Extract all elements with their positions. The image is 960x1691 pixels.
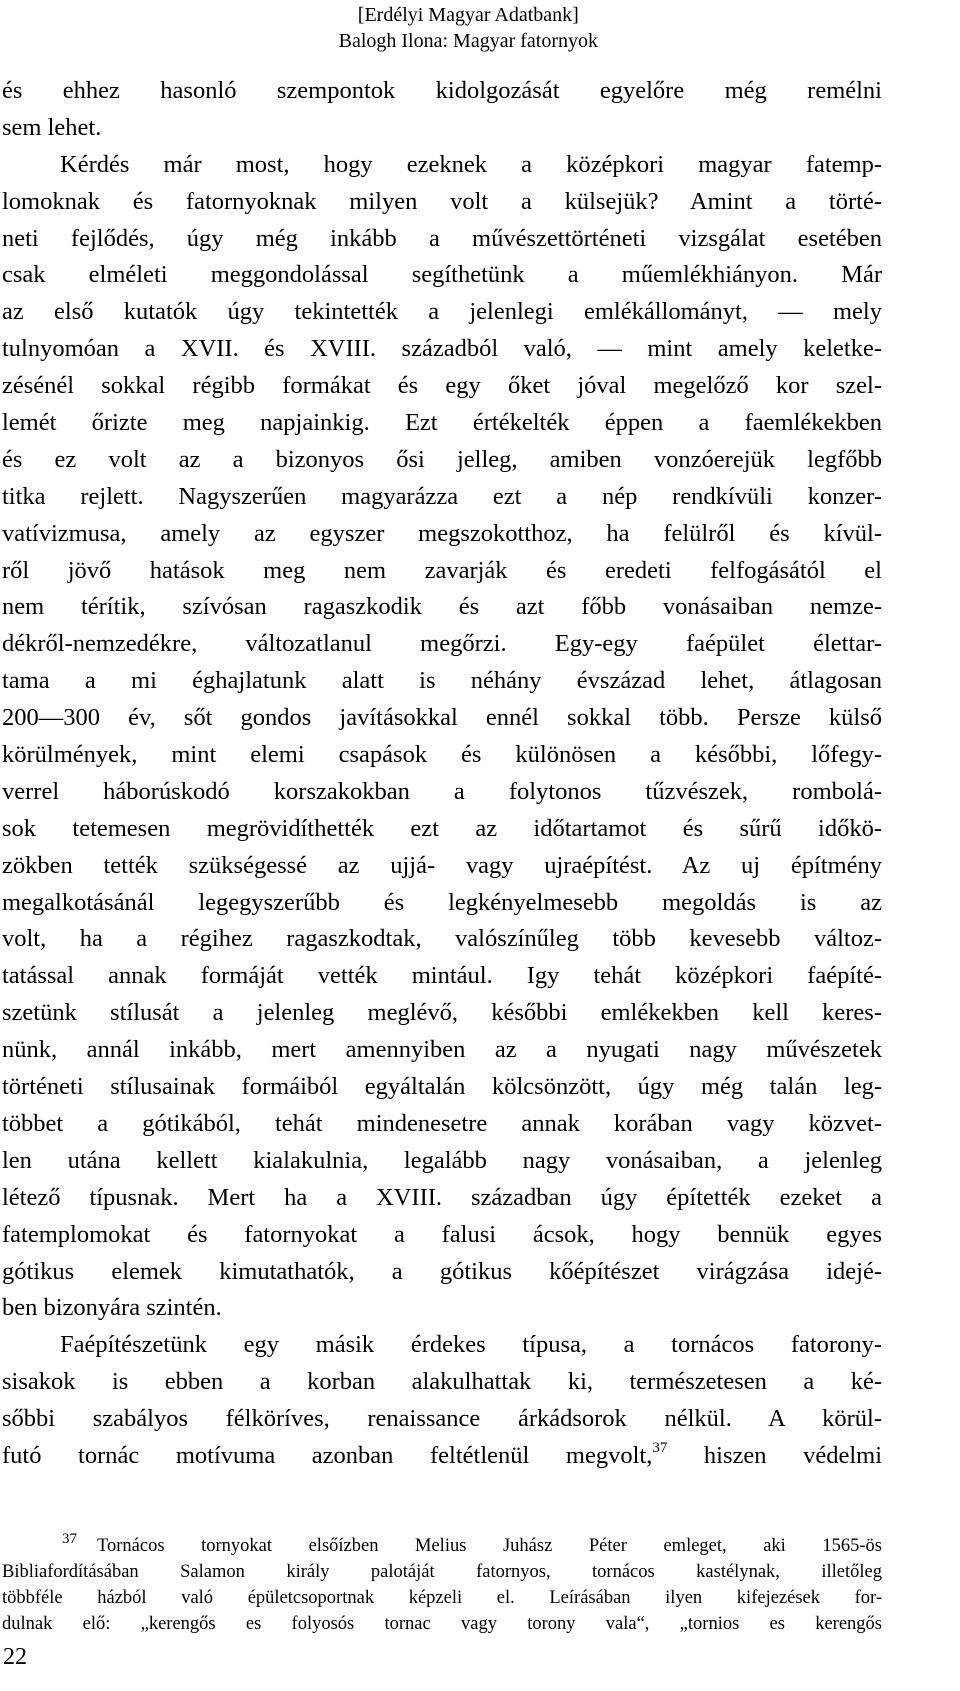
- text-line: és ez volt az a bizonyos ősi jelleg, amiben vonzóerejük legfőbb: [2, 445, 882, 473]
- text-line: történeti stílusainak formáiból egyáltalán kölcsönzött, úgy még talán leg-: [2, 1073, 882, 1101]
- text-line: volt, ha a régihez ragaszkodtak, valószínűleg több kevesebb változ-: [2, 925, 882, 953]
- footnote-text: Tornácos tornyokat elsőízben Melius Juhász Péter emleget, aki 1565-ös: [97, 1536, 882, 1556]
- text-line-with-footnote-ref: [2, 1438, 882, 1475]
- text-line: sok tetemesen megrövidíthették ezt az időtartamot és sűrű időkö-: [2, 814, 882, 842]
- text-line: létező típusnak. Mert ha a XVIII. században úgy építették ezeket a: [2, 1183, 882, 1211]
- text-line: vatívizmusa, amely az egyszer megszokotthoz, ha felülről és kívül-: [2, 519, 882, 547]
- text-line: csak elméleti meggondolással segíthetünk a műemlékhiányon. Már: [2, 261, 882, 289]
- text-line: titka rejlett. Nagyszerűen magyarázza ezt a nép rendkívüli konzer-: [2, 482, 882, 510]
- text-line: sisakok is ebben a korban alakulhattak ki, természetesen a ké-: [2, 1368, 882, 1396]
- text-line: többet a gótikából, tehát mindenesetre annak korában vagy közvet-: [2, 1109, 882, 1137]
- text-line: nünk, annál inkább, mert amennyiben az a nyugati nagy művészetek: [2, 1036, 882, 1064]
- text-line: zésénél sokkal régibb formákat és egy őket jóval megelőző kor szel-: [2, 372, 882, 400]
- text-line: sőbbi szabályos félköríves, renaissance árkádsorok nélkül. A körül-: [2, 1405, 882, 1433]
- footnote-number: 37: [62, 1530, 77, 1547]
- text-line: szetünk stílusát a jelenleg meglévő, későbbi emlékekben kell keres-: [2, 999, 882, 1027]
- text-line: Kérdés már most, hogy ezeknek a középkori magyar fatemp-: [60, 150, 882, 178]
- text-line: neti fejlődés, úgy még inkább a művészettörténeti vizsgálat esetében: [2, 224, 882, 252]
- text-line: sem lehet.: [2, 113, 102, 141]
- text-line: tama a mi éghajlatunk alatt is néhány évszázad lehet, átlagosan: [2, 667, 882, 695]
- header-source-title: [Erdélyi Magyar Adatbank]: [357, 4, 579, 26]
- footnote: [2, 1530, 882, 1637]
- text-line: az első kutatók úgy tekintették a jelenlegi emlékállományt, — mely: [2, 298, 882, 326]
- page-header: [339, 2, 598, 54]
- text-line: ről jövő hatások meg nem zavarják és eredeti felfogásától el: [2, 556, 882, 584]
- text-line: verrel háborúskodó korszakokban a folytonos tűzvészek, rombolá-: [2, 777, 882, 805]
- header-book-title: Balogh Ilona: Magyar fatornyok: [338, 30, 598, 52]
- text-line: fatemplomokat és fatornyokat a falusi ácsok, hogy bennük egyes: [2, 1220, 882, 1248]
- text-line: tatással annak formáját vették mintául. Igy tehát középkori faépíté-: [2, 962, 882, 990]
- text-segment: futó tornác motívuma azonban feltétlenül megvolt,: [2, 1441, 653, 1469]
- text-line: Faépítészetünk egy másik érdekes típusa, a tornácos fatorony-: [60, 1331, 882, 1359]
- text-line: zökben tették szükségessé az ujjá- vagy ujraépítést. Az uj építmény: [2, 851, 882, 879]
- footnote-line: Bibliafordításában Salamon király palotáját fatornyos, tornácos kastélynak, illetőleg: [2, 1562, 882, 1582]
- text-line: ben bizonyára szintén.: [2, 1294, 222, 1322]
- text-line: körülmények, mint elemi csapások és különösen a későbbi, lőfegy-: [2, 741, 882, 769]
- text-line: dékről-nemzedékre, változatlanul megőrzi. Egy-egy faépület élettar-: [2, 630, 882, 658]
- text-line: lomoknak és fatornyoknak milyen volt a külsejük? Amint a törté-: [2, 187, 882, 215]
- text-line: és ehhez hasonló szempontok kidolgozását egyelőre még remélni: [2, 77, 882, 104]
- footnote-line: többféle házból való épületcsoportnak képzeli el. Leírásában ilyen kifejezések for-: [2, 1588, 882, 1608]
- page-number: 22: [3, 1644, 27, 1670]
- footnote-line: [2, 1530, 882, 1559]
- text-line: lemét őrizte meg napjainkig. Ezt értékelték éppen a faemlékekben: [2, 409, 882, 437]
- text-line: nem térítik, szívósan ragaszkodik és azt főbb vonásaiban nemze-: [2, 593, 882, 621]
- text-line: megalkotásánál legegyszerűbb és legkényelmesebb megoldás is az: [2, 888, 882, 916]
- footnote-reference[interactable]: 37: [652, 1439, 668, 1456]
- footnote-line: dulnak elő: „kerengős es folyosós tornac vagy torony vala“, „tornios es kerengős: [2, 1614, 882, 1634]
- text-line: gótikus elemek kimutathatók, a gótikus kőépítészet virágzása idejé-: [2, 1257, 882, 1285]
- body-text: [2, 73, 882, 1475]
- text-line: tulnyomóan a XVII. és XVIII. századból való, — mint amely keletke-: [2, 335, 882, 363]
- text-segment: hiszen védelmi: [703, 1441, 883, 1469]
- text-line: len utána kellett kialakulnia, legalább nagy vonásaiban, a jelenleg: [2, 1146, 882, 1174]
- text-line: 200—300 év, sőt gondos javításokkal ennél sokkal több. Persze külső: [2, 704, 882, 732]
